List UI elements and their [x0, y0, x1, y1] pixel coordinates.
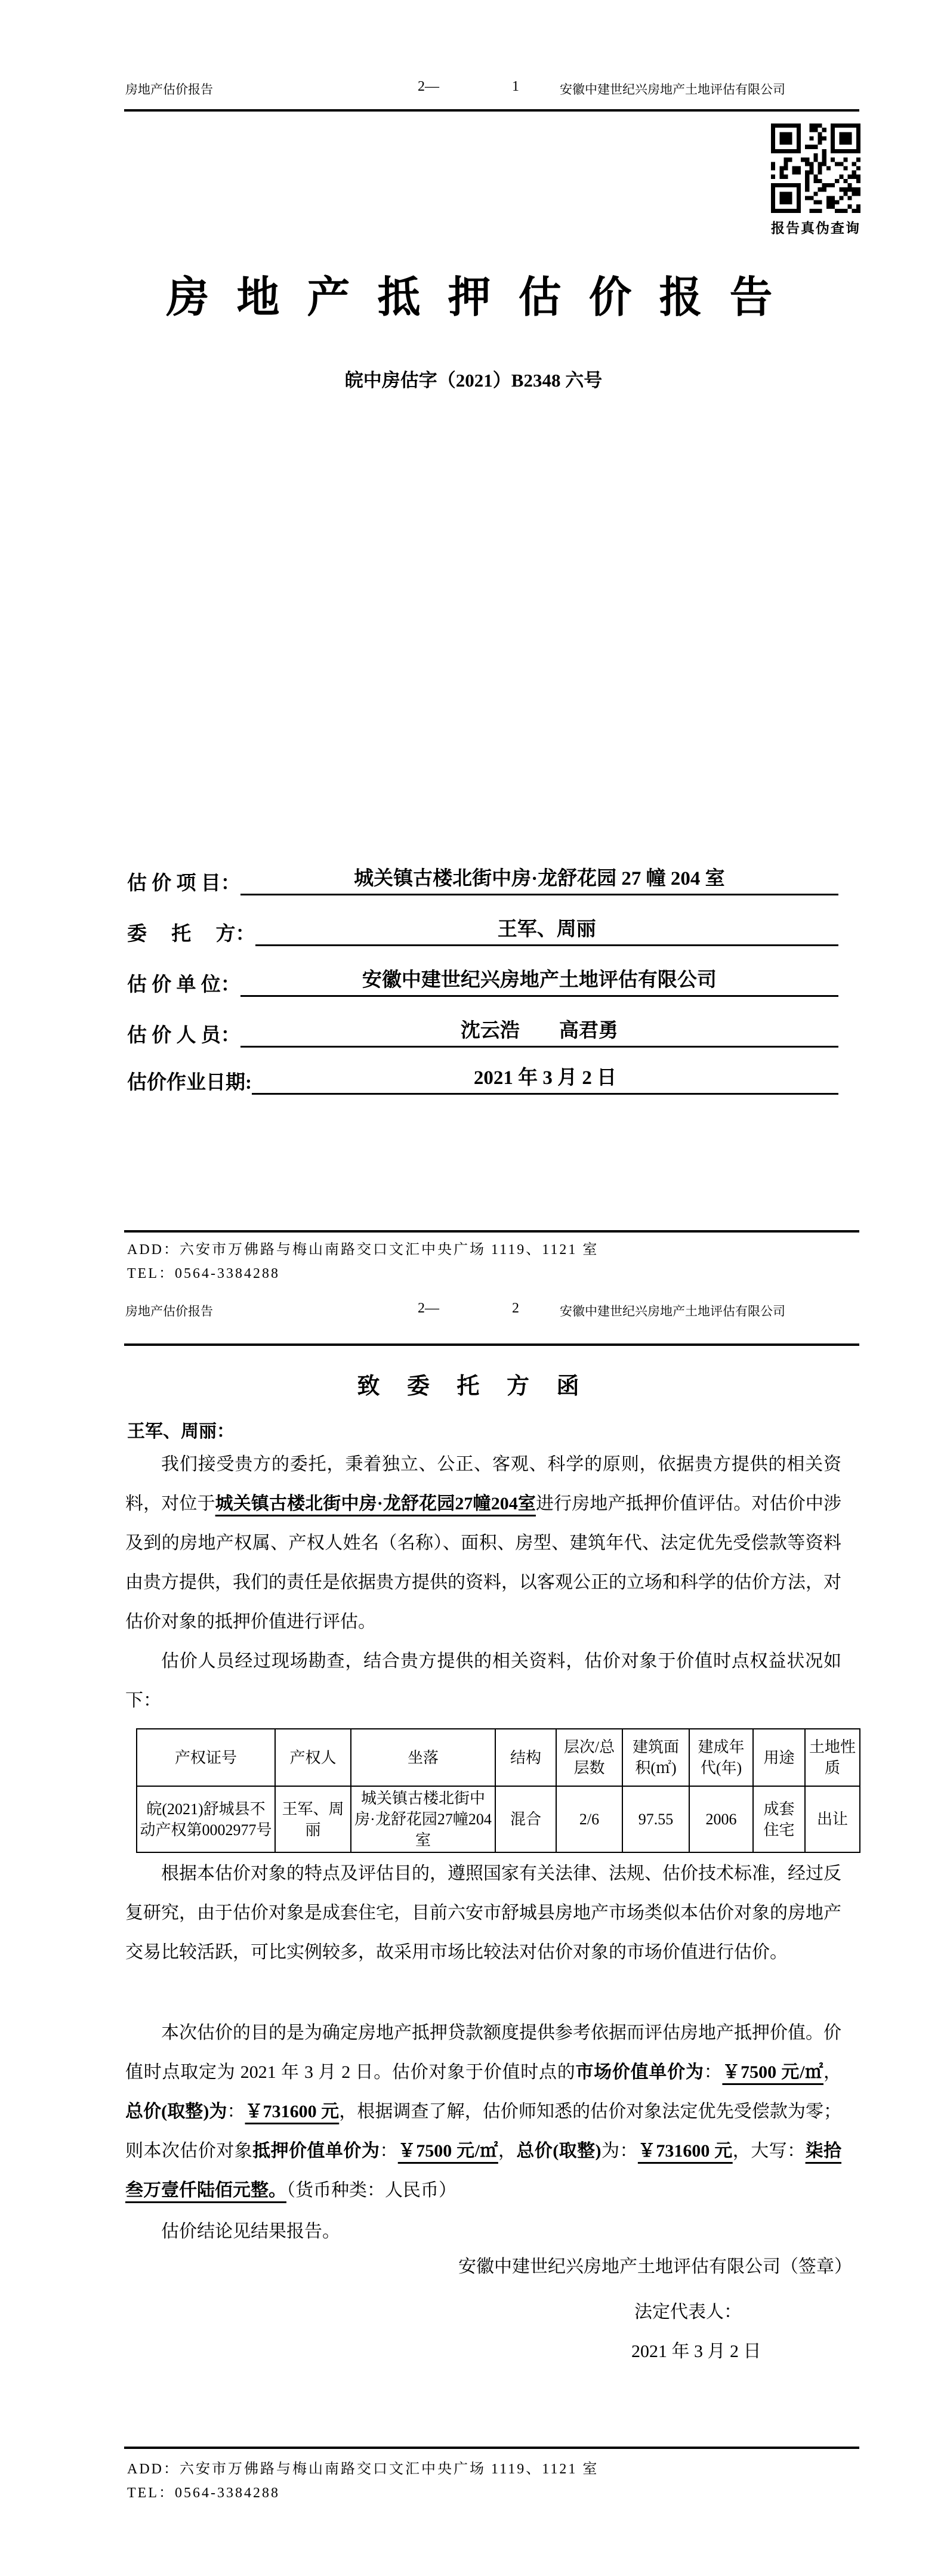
- field-label-project: 估 价 项 目：: [127, 873, 240, 894]
- col-header-cert-no: 产权证号: [137, 1729, 275, 1786]
- paragraph-1: 我们接受贵方的委托，秉着独立、公正、客观、科学的原则，依据贵方提供的相关资料，对位于城关镇古楼北街中房·龙舒花园27幢204室进行房地产抵押价值评估。对估价中涉及到的房地产权属、产权人姓名（名称）、面积、房型、建筑年代、法定优先受偿款等资料由贵方提供，我们的责任是依据贵方提供的资料，以客观公正的立场和科学的估价方法，对估价对象的抵押价值进行评估。: [125, 1454, 841, 1632]
- cell-area: 97.55: [622, 1786, 689, 1852]
- signature-date: 2021 年 3 月 2 日: [631, 2342, 761, 2361]
- cell-year: 2006: [689, 1786, 753, 1852]
- page2-footer-rule: [124, 2447, 859, 2449]
- cell-location: 城关镇古楼北街中房·龙舒花园27幢204室: [351, 1786, 495, 1852]
- col-header-land: 土地性质: [805, 1729, 860, 1786]
- page1-running-header-title: 房地产估价报告: [125, 82, 213, 97]
- cell-land: 出让: [805, 1786, 860, 1852]
- col-header-area: 建筑面积(㎡): [622, 1729, 689, 1786]
- field-label-appraisers: 估 价 人 员：: [127, 1025, 240, 1046]
- letter-body-intro: [125, 1445, 841, 1721]
- letter-body-conclusion: [125, 2212, 841, 2251]
- paragraph-2: 估价人员经过现场勘查，结合贵方提供的相关资料，估价对象于价值时点权益状况如下：: [125, 1651, 841, 1710]
- signature-company: 安徽中建世纪兴房地产土地评估有限公司（签章）: [458, 2257, 852, 2277]
- field-label-date: 估价作业日期:: [127, 1072, 252, 1094]
- page2-footer-phone: TEL：0564-3384288: [127, 2485, 280, 2501]
- signature-legal-rep: 法定代表人：: [634, 2302, 742, 2322]
- field-label-client: 委 托 方：: [127, 923, 255, 945]
- field-row-agency: [127, 964, 838, 997]
- page2-running-header-title: 房地产估价报告: [125, 1304, 213, 1318]
- letter-body-result: [125, 2013, 841, 2210]
- page2-running-header-pagenum: 2: [512, 1301, 519, 1316]
- paragraph-3: 根据本估价对象的特点及评估目的，遵照国家有关法律、法规、估价技术标准，经过反复研究，由于估价对象是成套住宅，目前六安市舒城县房地产市场类似本估价对象的房地产交易比较活跃，可比实例较多，故采用市场比较法对估价对象的市场价值进行估价。: [125, 1864, 841, 1962]
- cell-cert-no: 皖(2021)舒城县不动产权第0002977号: [137, 1786, 275, 1852]
- cell-structure: 混合: [495, 1786, 556, 1852]
- cell-use: 成套住宅: [753, 1786, 805, 1852]
- col-header-location: 坐落: [351, 1729, 495, 1786]
- paragraph-4: 本次估价的目的是为确定房地产抵押贷款额度提供参考依据而评估房地产抵押价值。价值时点取定为 2021 年 3 月 2 日。估价对象于价值时点的市场价值单价为：￥7500 元/㎡，总价(取整)为：￥731600 元，根据调查了解，估价师知悉的估价对象法定优先受偿款为零；则本次估价对象抵押价值单价为：￥7500 元/㎡，总价(取整)为：￥731600 元，大写：柒拾叁万壹仟陆佰元整。（货币种类：人民币）: [125, 2023, 842, 2200]
- field-value-agency: 安徽中建世纪兴房地产土地评估有限公司: [240, 964, 838, 997]
- page1-footer-address: ADD：六安市万佛路与梅山南路交口文汇中央广场 1119、1121 室: [127, 1242, 599, 1258]
- page1-footer-phone: TEL：0564-3384288: [127, 1266, 280, 1281]
- cell-owner: 王军、周丽: [275, 1786, 351, 1852]
- property-rights-table: [136, 1728, 860, 1853]
- letter-heading: 致 委 托 方 函: [357, 1374, 590, 1399]
- report-title: 房 地 产 抵 押 估 价 报 告: [166, 274, 781, 322]
- qr-code: [771, 123, 860, 213]
- page1-header-rule: [124, 109, 859, 112]
- field-label-agency: 估 价 单 位：: [127, 974, 240, 996]
- letter-body-method: [125, 1854, 841, 1972]
- cell-floor: 2/6: [556, 1786, 622, 1852]
- col-header-year: 建成年代(年): [689, 1729, 753, 1786]
- col-header-use: 用途: [753, 1729, 805, 1786]
- table-header-row: [137, 1729, 860, 1786]
- field-value-client: 王军、周丽: [255, 913, 839, 946]
- doc-number: 皖中房估字（2021）B2348 六号: [344, 370, 603, 391]
- paragraph-5: 估价结论见结果报告。: [161, 2222, 340, 2241]
- page2-header-rule: [124, 1343, 859, 1346]
- page1-running-header-company: 安徽中建世纪兴房地产土地评估有限公司: [560, 82, 785, 97]
- field-row-project: [127, 863, 838, 895]
- field-row-appraisers: [127, 1015, 838, 1048]
- page2-running-header-total: 2—: [418, 1301, 439, 1316]
- page1-footer-rule: [124, 1230, 859, 1233]
- salutation: 王军、周丽：: [127, 1422, 235, 1441]
- field-row-date: [127, 1062, 838, 1095]
- page2-running-header-company: 安徽中建世纪兴房地产土地评估有限公司: [560, 1304, 785, 1318]
- field-value-appraisers: 沈云浩 高君勇: [240, 1015, 838, 1048]
- col-header-structure: 结构: [495, 1729, 556, 1786]
- field-value-date: 2021 年 3 月 2 日: [252, 1062, 838, 1095]
- page1-running-header-pagenum: 1: [512, 79, 519, 94]
- field-value-project: 城关镇古楼北街中房·龙舒花园 27 幢 204 室: [240, 863, 838, 895]
- table-data-row: [137, 1786, 860, 1852]
- col-header-owner: 产权人: [275, 1729, 351, 1786]
- col-header-floor: 层次/总层数: [556, 1729, 622, 1786]
- qr-caption: 报告真伪查询: [771, 221, 860, 236]
- field-row-client: [127, 913, 838, 946]
- page1-running-header-total: 2—: [418, 79, 439, 94]
- page2-footer-address: ADD：六安市万佛路与梅山南路交口文汇中央广场 1119、1121 室: [127, 2461, 599, 2477]
